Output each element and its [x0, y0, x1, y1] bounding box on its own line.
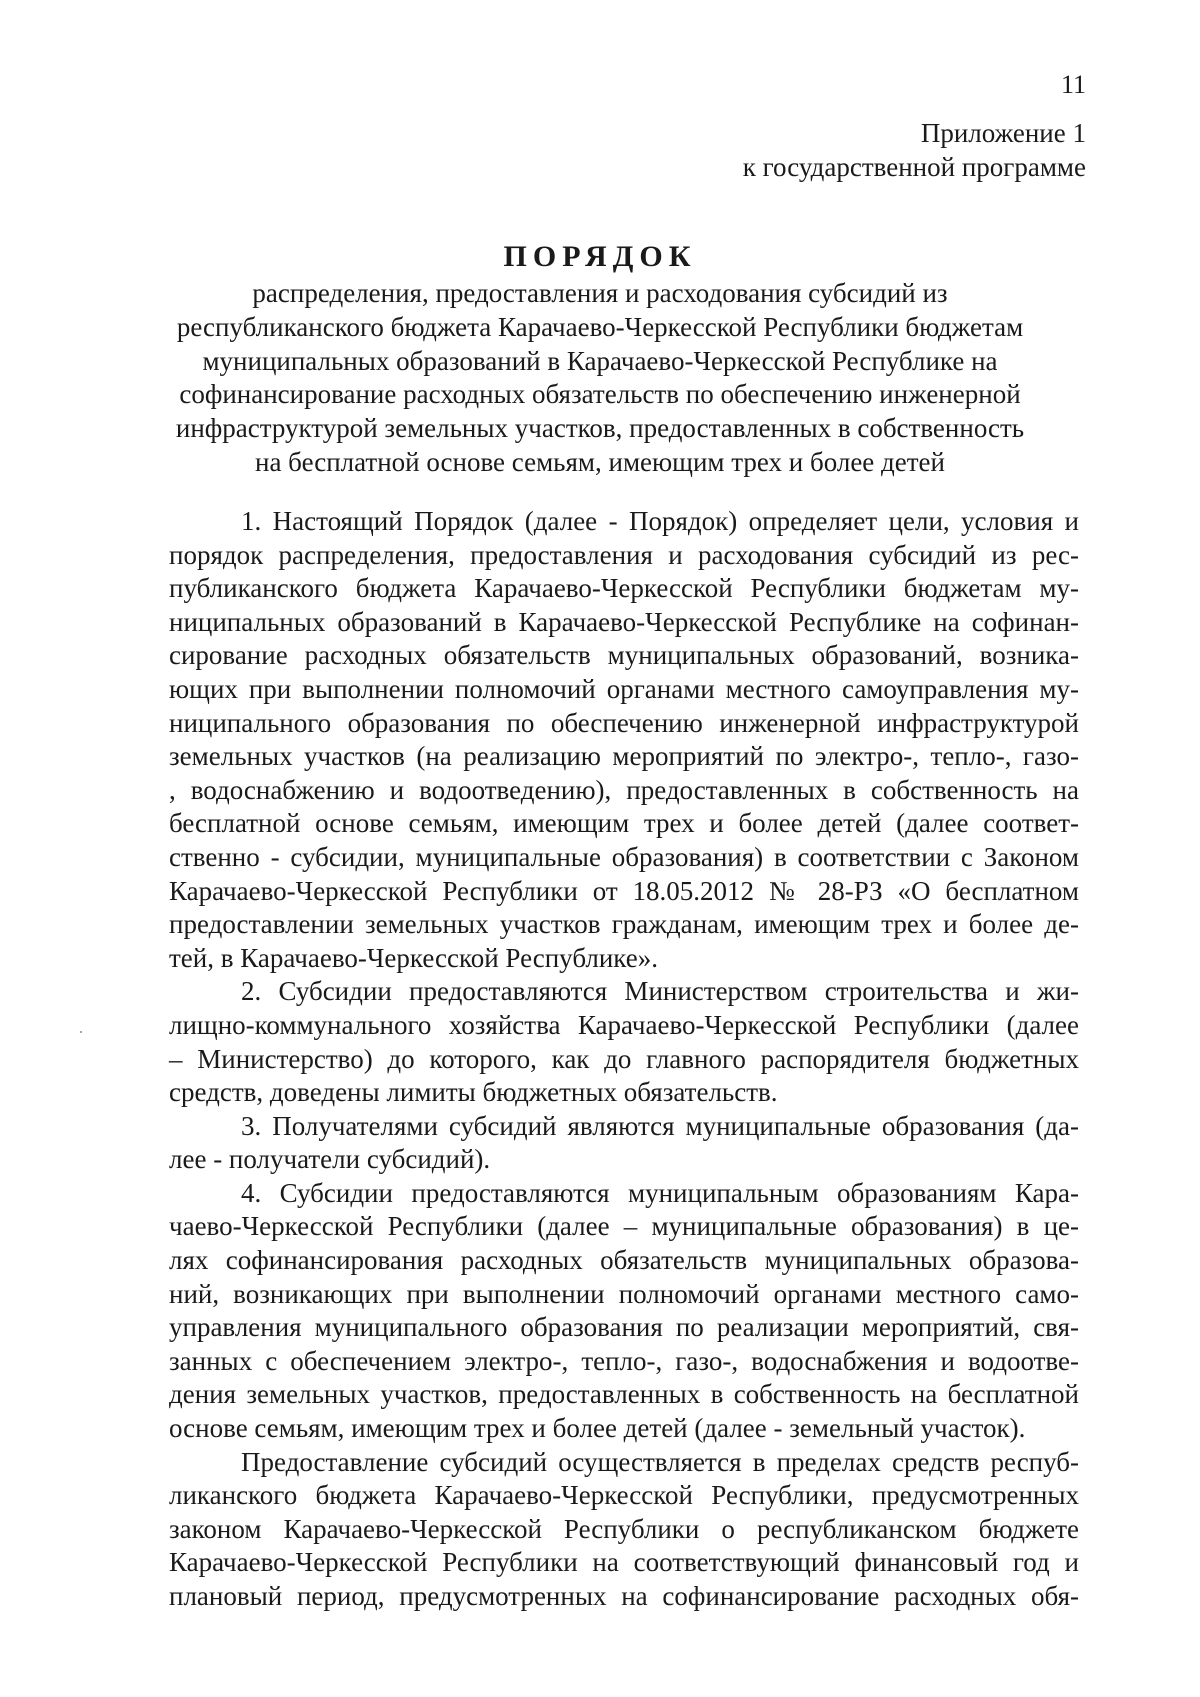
appendix-line: к государственной программе: [742, 152, 1086, 182]
text-line: ний, возникающих при выполнении полномочий органами местного само-: [169, 1278, 1079, 1309]
subtitle-line: распределения, предоставления и расходования субсидий из: [252, 278, 948, 308]
paragraph-5: [169, 1446, 1079, 1614]
subtitle-line: республиканского бюджета Карачаево-Черкесской Республики бюджетам: [176, 311, 1024, 342]
text-line: ниципальных образований в Карачаево-Черкесской Республике на софинан-: [169, 606, 1079, 637]
text-line: чаево-Черкесской Республики (далее – муниципальные образования) в це-: [169, 1211, 1079, 1242]
appendix-reference: [743, 116, 1086, 184]
paragraph-3: [169, 1110, 1079, 1177]
text-line: 1. Настоящий Порядок (далее - Порядок) определяет цели, условия и: [241, 506, 1079, 536]
text-line: сирование расходных обязательств муниципальных образований, возника-: [169, 640, 1079, 671]
text-line: 4. Субсидии предоставляются муниципальным образованиям Кара-: [241, 1177, 1079, 1208]
scan-speck: [80, 1031, 82, 1033]
text-line: лее - получатели субсидий).: [169, 1144, 491, 1175]
text-line: средств, доведены лимиты бюджетных обязательств.: [169, 1077, 778, 1108]
text-line: – Министерство) до которого, как до главного распорядителя бюджетных: [169, 1043, 1079, 1074]
subtitle-line: муниципальных образований в Карачаево-Черкесской Республике на: [202, 345, 998, 376]
subtitle-line: на бесплатной основе семьям, имеющим трех и более детей: [255, 446, 945, 477]
paragraph-2: [169, 975, 1079, 1109]
text-line: порядок распределения, предоставления и расходования субсидий из рес-: [169, 539, 1079, 570]
text-line: 2. Субсидии предоставляются Министерством строительства и жи-: [241, 976, 1079, 1007]
paragraph-1: [169, 505, 1079, 975]
text-line: бесплатной основе семьям, имеющим трех и более детей (далее соответ-: [169, 808, 1079, 839]
text-line: дения земельных участков, предоставленных в собственность на бесплатной: [169, 1379, 1079, 1410]
text-line: предоставлении земельных участков гражданам, имеющим трех и более де-: [169, 909, 1079, 940]
text-line: управления муниципального образования по реализации мероприятий, свя-: [169, 1312, 1079, 1343]
text-line: Предоставление субсидий осуществляется в пределах средств респуб-: [241, 1446, 1079, 1477]
text-line: публиканского бюджета Карачаево-Черкесской Республики бюджетам му-: [169, 573, 1079, 604]
text-line: Карачаево-Черкесской Республики на соответствующий финансовый год и: [169, 1547, 1079, 1578]
subtitle-line: софинансирование расходных обязательств по обеспечению инженерной: [179, 379, 1021, 410]
text-line: занных с обеспечением электро-, тепло-, газо-, водоснабжения и водоотве-: [169, 1345, 1079, 1376]
text-line: , водоснабжению и водоотведению), предоставленных в собственность на: [169, 774, 1079, 805]
text-line: законом Карачаево-Черкесской Республики о республиканском бюджете: [169, 1513, 1079, 1544]
text-line: лищно-коммунального хозяйства Карачаево-Черкесской Республики (далее: [169, 1009, 1079, 1040]
text-line: тей, в Карачаево-Черкесской Республике».: [169, 942, 658, 973]
appendix-line: Приложение 1: [920, 118, 1086, 148]
subtitle-line: инфраструктурой земельных участков, предоставленных в собственность: [175, 413, 1025, 444]
text-line: плановый период, предусмотренных на софинансирование расходных обя-: [169, 1581, 1079, 1611]
text-line: ственно - субсидии, муниципальные образования) в соответствии с Законом: [169, 841, 1079, 872]
text-line: ликанского бюджета Карачаево-Черкесской Республики, предусмотренных: [169, 1480, 1079, 1511]
text-line: основе семьям, имеющим трех и более детей (далее - земельный участок).: [169, 1413, 1026, 1444]
text-line: ющих при выполнении полномочий органами местного самоуправления му-: [169, 673, 1079, 704]
text-line: ниципального образования по обеспечению инженерной инфраструктурой: [169, 707, 1079, 738]
text-line: 3. Получателями субсидий являются муниципальные образования (да-: [241, 1110, 1079, 1141]
document-subtitle: [160, 277, 1040, 480]
text-line: лях софинансирования расходных обязательств муниципальных образова-: [169, 1245, 1079, 1276]
text-line: Карачаево-Черкесской Республики от 18.05.2012 № 28-РЗ «О бесплатном: [169, 875, 1079, 906]
text-line: земельных участков (на реализацию мероприятий по электро-, тепло-, газо-: [169, 741, 1079, 772]
page-number: 11: [1060, 70, 1086, 99]
document-title: ПОРЯДОК: [503, 240, 697, 273]
paragraph-4: [169, 1177, 1079, 1446]
document-body: [169, 505, 1079, 1614]
